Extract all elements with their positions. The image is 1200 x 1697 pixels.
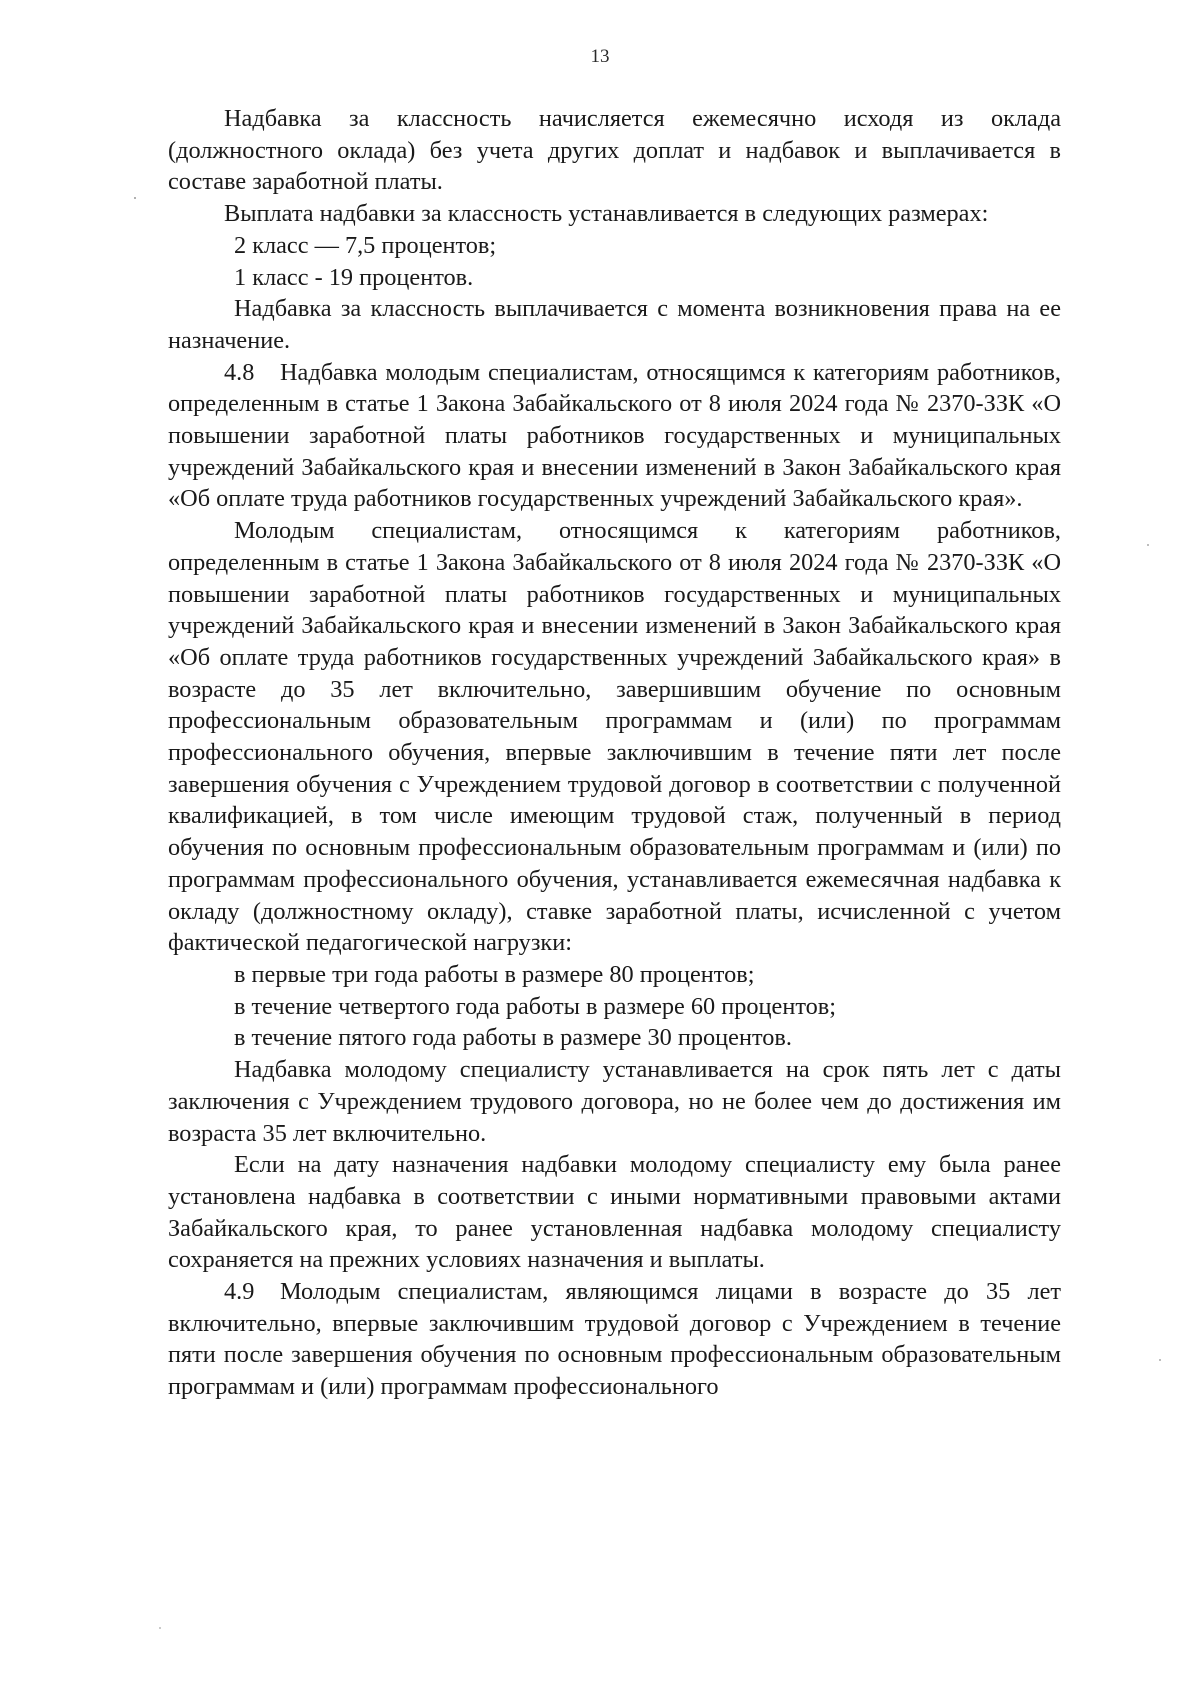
section-number-4-8: 4.8: [224, 358, 255, 386]
paragraph-4-9: [168, 1276, 1061, 1403]
list-item-class-1: 1 класс - 19 процентов.: [234, 263, 474, 291]
list-item-class-2: 2 класс — 7,5 процентов;: [234, 231, 497, 259]
page-number: 13: [590, 46, 610, 67]
paragraph-4-8-text: Надбавка молодым специалистам, относящимся к категориям работников, определенным в статье 1 Закона Забайкальского от 8 июля 2024 года № 2370-ЗЗК «О повышении заработной платы работников государственных и муниципальных учреждений Забайкальского края и внесении изменений в Закон Забайкальского края «Об оплате труда работников государственных учреждений Забайкальского края».: [168, 358, 1061, 513]
paragraph-4-9-text: Молодым специалистам, являющимся лицами в возрасте до 35 лет включительно, впервые заключившим трудовой договор с Учреждением в течение пяти после завершения обучения по основным профессиональным образовательным программам и (или) программам профессионального: [168, 1278, 1061, 1401]
paragraph-classness-basis: Надбавка за классность начисляется ежемесячно исходя из оклада (должностного оклада) без учета других доплат и надбавок и выплачивается в составе заработной платы.: [168, 105, 1061, 196]
paragraph-young-specialists: Молодым специалистам, относящимся к категориям работников, определенным в статье 1 Закона Забайкальского от 8 июля 2024 года № 2370-ЗЗК «О повышении заработной платы работников государственных и муниципальных учреждений Забайкальского края и внесении изменений в Закон Забайкальского края «Об оплате труда работников государственных учреждений Забайкальского края» в возрасте до 35 лет включительно, завершившим обучение по основным профессиональным образовательным программам и (или) по программам профессионального обучения, впервые заключившим в течение пяти лет после завершения обучения с Учреждением трудовой договор в соответствии с полученной квалификацией, в том числе имеющим трудовой стаж, полученный в период обучения по основным профессиональным образовательным программам и (или) по программам профессионального обучения, устанавливается ежемесячная надбавка к окладу (должностному окладу), ставке заработной платы, исчисленной с учетом фактической педагогической нагрузки:: [168, 517, 1061, 957]
paragraph-previous-allowance: Если на дату назначения надбавки молодому специалисту ему была ранее установлена надбавка в соответствии с иными нормативными правовыми актами Забайкальского края, то ранее установленная надбавка молодому специалисту сохраняется на прежних условиях назначения и выплаты.: [168, 1151, 1061, 1274]
list-item-fifth-year: в течение пятого года работы в размере 30 процентов.: [234, 1024, 792, 1052]
section-number-4-9: 4.9: [224, 1278, 255, 1306]
paragraph-4-8: [168, 357, 1061, 516]
list-item-first-three-years: в первые три года работы в размере 80 процентов;: [234, 960, 755, 988]
paragraph-term: Надбавка молодому специалисту устанавливается на срок пять лет с даты заключения с Учреждением трудового договора, но не более чем до достижения им возраста 35 лет включительно.: [168, 1056, 1061, 1147]
paragraph-classness-start: Надбавка за классность выплачивается с момента возникновения права на ее назначение.: [168, 295, 1061, 354]
paragraph-classness-sizes: Выплата надбавки за классность устанавливается в следующих размерах:: [224, 200, 989, 228]
document-body: [168, 103, 1061, 1403]
list-item-fourth-year: в течение четвертого года работы в размере 60 процентов;: [234, 992, 836, 1020]
